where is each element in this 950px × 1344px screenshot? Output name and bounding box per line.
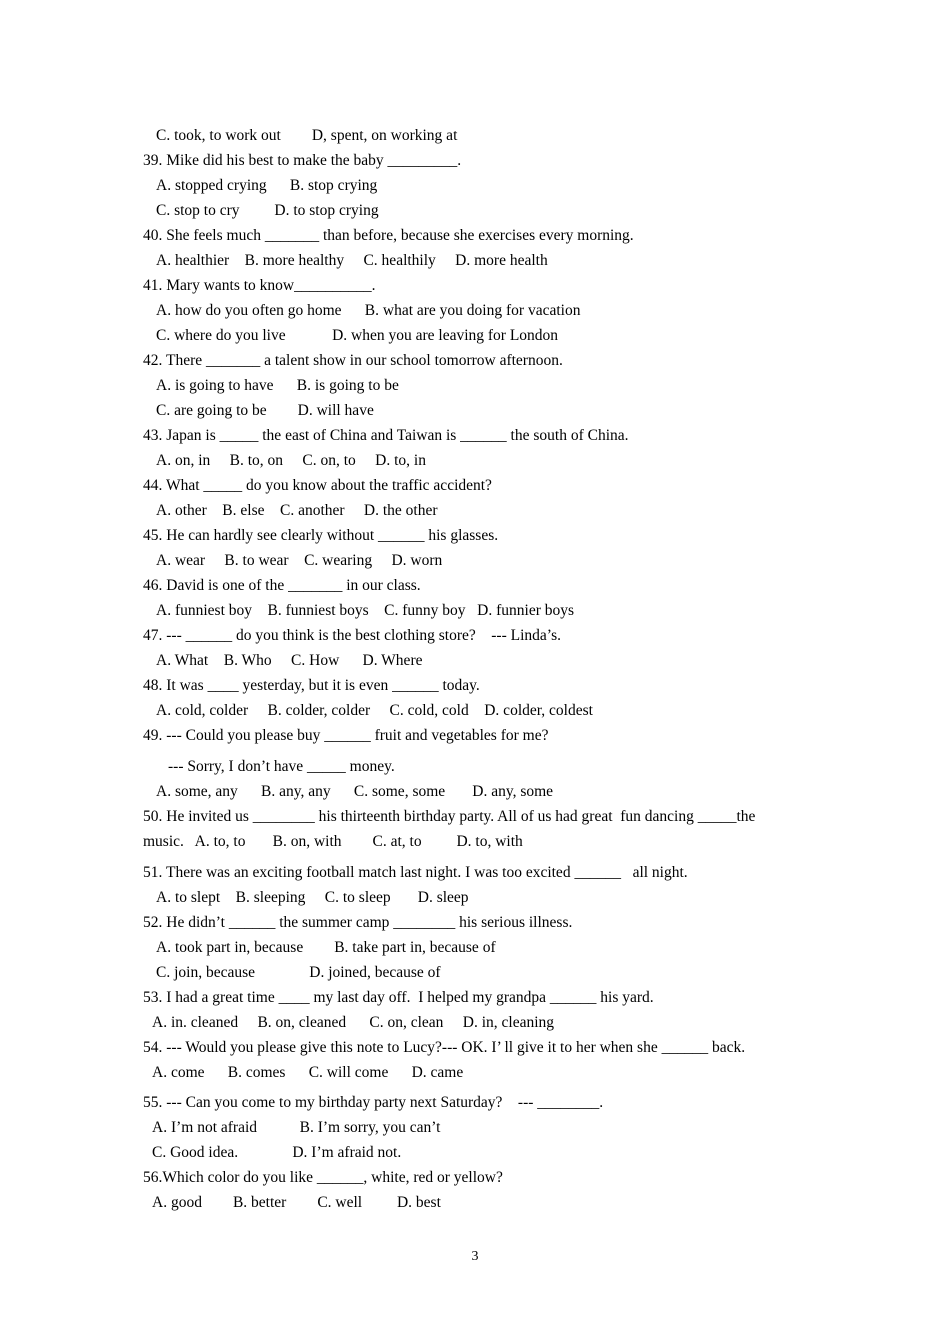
text-line: 48. It was ____ yesterday, but it is even ______ today. xyxy=(143,677,480,694)
text-line: --- Sorry, I don’t have _____ money. xyxy=(168,758,395,775)
text-line: 49. --- Could you please buy ______ fruit and vegetables for me? xyxy=(143,727,549,744)
text-line: A. is going to have B. is going to be xyxy=(156,377,399,394)
text-line: 41. Mary wants to know__________. xyxy=(143,277,376,294)
text-line: A. What B. Who C. How D. Where xyxy=(156,652,423,669)
text-line: 45. He can hardly see clearly without ______ his glasses. xyxy=(143,527,499,544)
text-line: C. Good idea. D. I’m afraid not. xyxy=(152,1144,402,1161)
text-line: 50. He invited us ________ his thirteenth birthday party. All of us had great fun dancing _____the xyxy=(143,808,756,825)
text-line: 43. Japan is _____ the east of China and Taiwan is ______ the south of China. xyxy=(143,427,629,444)
text-line: A. cold, colder B. colder, colder C. cold, cold D. colder, coldest xyxy=(156,702,593,719)
text-line: C. are going to be D. will have xyxy=(156,402,374,419)
text-line: 46. David is one of the _______ in our class. xyxy=(143,577,421,594)
text-line: A. I’m not afraid B. I’m sorry, you can’t xyxy=(152,1119,441,1136)
text-line: A. how do you often go home B. what are you doing for vacation xyxy=(156,302,581,319)
text-line: A. on, in B. to, on C. on, to D. to, in xyxy=(156,452,426,469)
text-line: A. healthier B. more healthy C. healthily D. more health xyxy=(156,252,548,269)
text-line: 53. I had a great time ____ my last day off. I helped my grandpa ______ his yard. xyxy=(143,989,654,1006)
text-line: 55. --- Can you come to my birthday party next Saturday? --- ________. xyxy=(143,1094,604,1111)
text-line: A. other B. else C. another D. the other xyxy=(156,502,438,519)
text-line: music. A. to, to B. on, with C. at, to D. to, with xyxy=(143,833,523,850)
text-line: 44. What _____ do you know about the traffic accident? xyxy=(143,477,492,494)
text-line: C. took, to work out D, spent, on working at xyxy=(156,127,458,144)
text-line: 39. Mike did his best to make the baby _________. xyxy=(143,152,462,169)
text-line: 54. --- Would you please give this note to Lucy?--- OK. I’ ll give it to her when she ______ back. xyxy=(143,1039,746,1056)
text-line: C. where do you live D. when you are leaving for London xyxy=(156,327,559,344)
text-line: A. come B. comes C. will come D. came xyxy=(152,1064,464,1081)
text-line: A. stopped crying B. stop crying xyxy=(156,177,378,194)
text-line: 47. --- ______ do you think is the best clothing store? --- Linda’s. xyxy=(143,627,562,644)
text-line: A. funniest boy B. funniest boys C. funny boy D. funnier boys xyxy=(156,602,575,619)
text-line: 51. There was an exciting football match last night. I was too excited ______ all night. xyxy=(143,864,688,881)
text-line: A. to slept B. sleeping C. to sleep D. sleep xyxy=(156,889,469,906)
text-line: A. took part in, because B. take part in, because of xyxy=(156,939,496,956)
text-line: A. good B. better C. well D. best xyxy=(152,1194,441,1211)
text-line: C. stop to cry D. to stop crying xyxy=(156,202,379,219)
text-line: 52. He didn’t ______ the summer camp ________ his serious illness. xyxy=(143,914,573,931)
text-line: 42. There _______ a talent show in our school tomorrow afternoon. xyxy=(143,352,563,369)
text-line: 40. She feels much _______ than before, because she exercises every morning. xyxy=(143,227,634,244)
text-line: A. some, any B. any, any C. some, some D. any, some xyxy=(156,783,554,800)
text-line: C. join, because D. joined, because of xyxy=(156,964,441,981)
text-line: A. wear B. to wear C. wearing D. worn xyxy=(156,552,443,569)
text-line: A. in. cleaned B. on, cleaned C. on, clean D. in, cleaning xyxy=(152,1014,555,1031)
page-number: 3 xyxy=(471,1249,479,1264)
text-line: 56.Which color do you like ______, white, red or yellow? xyxy=(143,1169,503,1186)
